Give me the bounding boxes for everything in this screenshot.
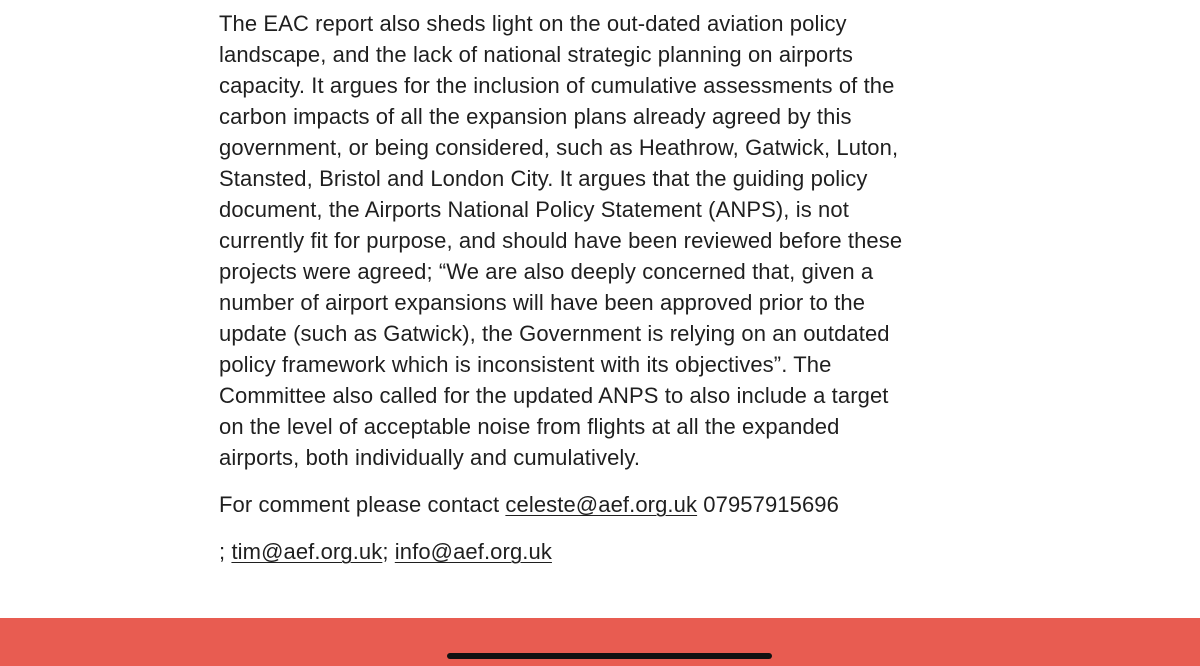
contact-line <box>219 489 919 520</box>
article-content <box>219 8 919 567</box>
separator-lead: ; <box>219 539 232 564</box>
contact-phone: 07957915696 <box>697 492 839 517</box>
home-indicator[interactable] <box>447 653 772 659</box>
contact-prefix: For comment please contact <box>219 492 506 517</box>
info-email-link[interactable]: info@aef.org.uk <box>394 539 552 564</box>
tim-email-link[interactable]: tim@aef.org.uk <box>231 539 383 564</box>
article-body-paragraph: The EAC report also sheds light on the out-dated aviation policy landscape, and the lack of national strategic planning on airports capacity. It argues for the inclusion of cumulative assessments of the carbon impacts of all the expansion plans already agreed by this government, or being considered, such as Heathrow, Gatwick, Luton, Stansted, Bristol and London City. It argues that the guiding policy document, the Airports National Policy Statement (ANPS), is not currently fit for purpose, and should have been reviewed before these projects were agreed; “We are also deeply concerned that, given a number of airport expansions will have been approved prior to the update (such as Gatwick), the Government is relying on an outdated policy framework which is inconsistent with its objectives”. The Committee also called for the updated ANPS to also include a target on the level of acceptable noise from flights at all the expanded airports, both individually and cumulatively. <box>219 11 903 470</box>
additional-emails-line <box>219 536 919 567</box>
celeste-email-link[interactable]: celeste@aef.org.uk <box>505 492 698 517</box>
separator-mid: ; <box>382 539 395 564</box>
